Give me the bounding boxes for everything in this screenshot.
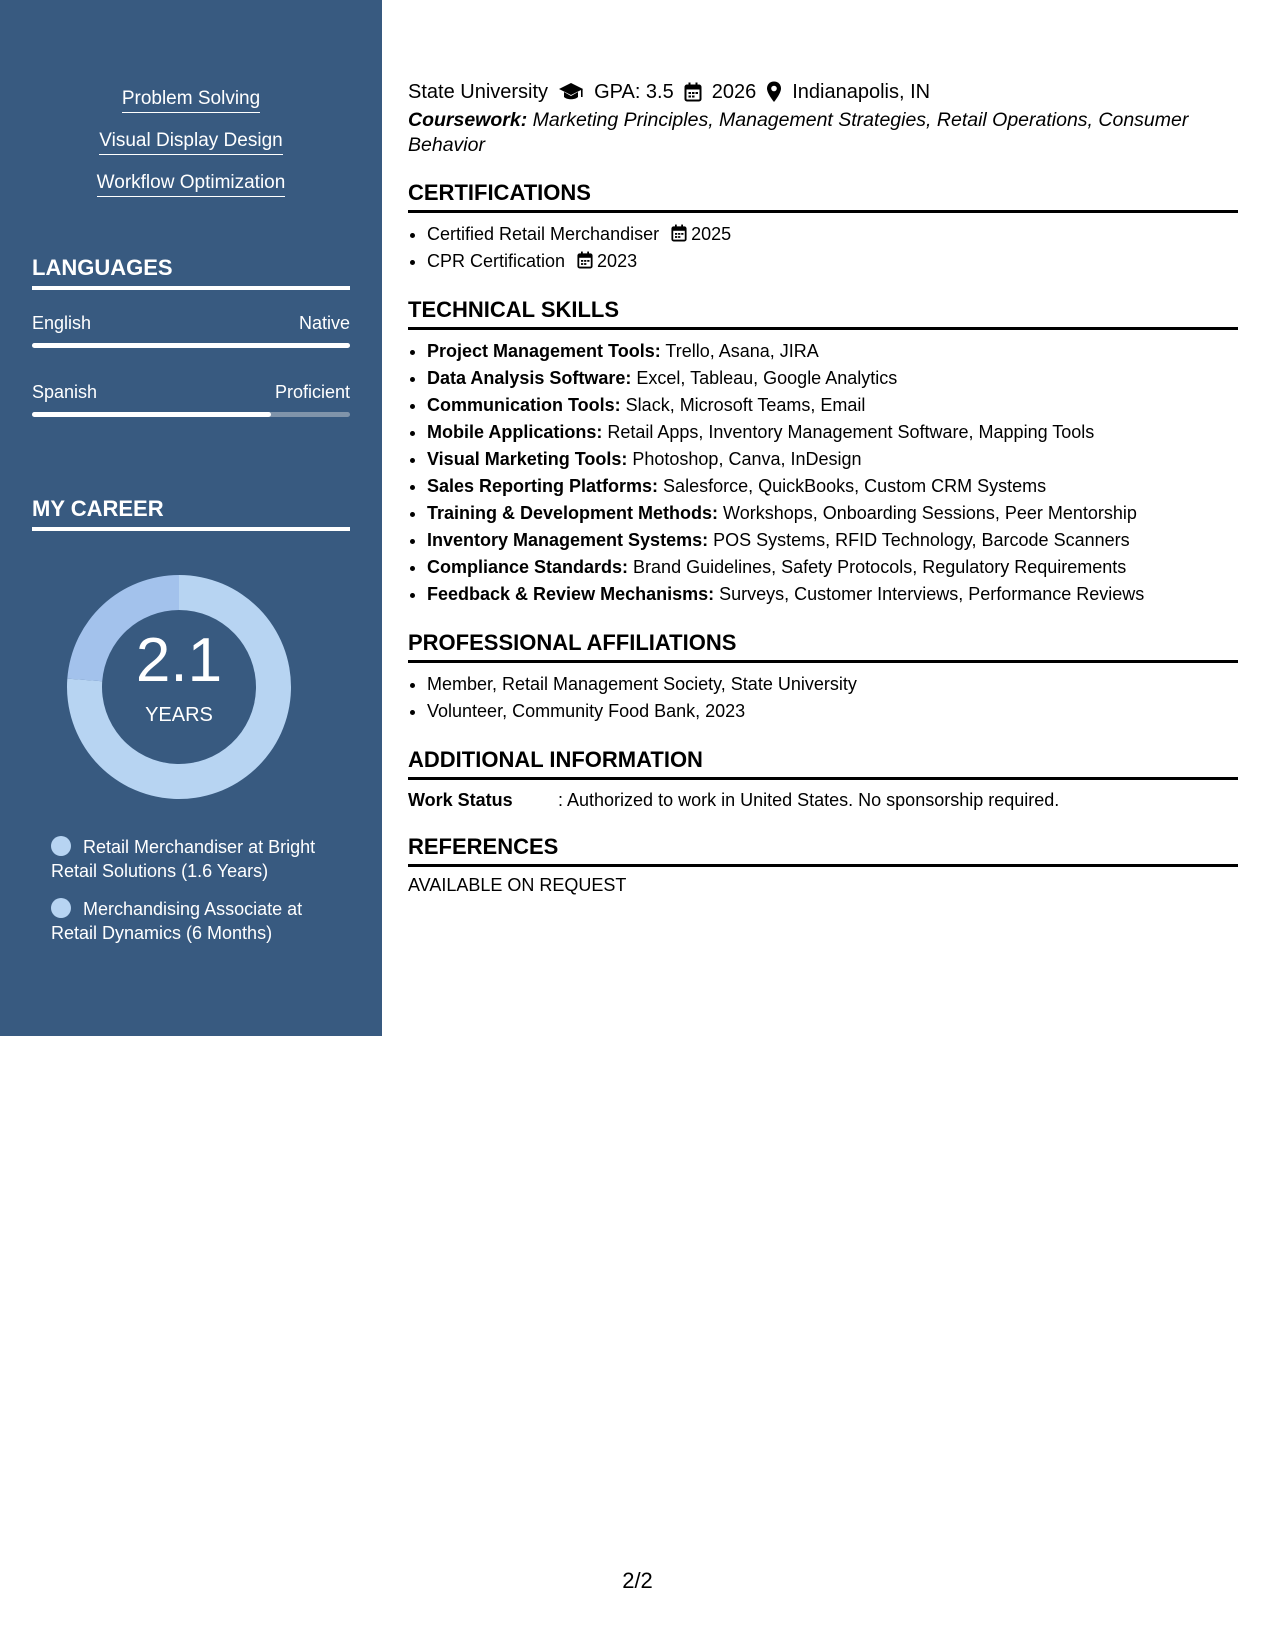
skill-category: Communication Tools: [427,395,621,415]
education-line [408,78,1238,106]
career-legend-item [51,835,351,883]
list-item [427,338,1238,365]
skill-values: Trello, Asana, JIRA [660,341,819,361]
technical-skills-heading: TECHNICAL SKILLS [408,297,1238,330]
list-item [427,392,1238,419]
legend-dot-icon [51,836,71,856]
language-bar-fill [32,412,271,417]
language-bar [32,412,350,417]
language-name: English [32,313,92,333]
career-legend-label: Retail Merchandiser at Bright Retail Solutions (1.6 Years) [51,837,316,881]
career-heading: MY CAREER [32,496,350,531]
skill-values: Photoshop, Canva, InDesign [627,449,862,469]
coursework-list: Marketing Principles, Management Strategies, Retail Operations, Consumer Behavior [408,109,1189,156]
language-name: Spanish [32,382,98,402]
list-item [427,446,1238,473]
affiliations-heading: PROFESSIONAL AFFILIATIONS [408,630,1238,663]
skill-category: Mobile Applications: [427,422,603,442]
certification-name: CPR Certification [427,251,566,271]
graduation-cap-icon [558,82,584,102]
language-level: Native [298,313,350,333]
skill-values: Brand Guidelines, Safety Protocols, Regulatory Requirements [628,557,1127,577]
skill-category: Compliance Standards: [427,557,629,577]
skill-category: Data Analysis Software: [427,368,632,388]
list-item [427,365,1238,392]
school-name: State University [408,80,549,103]
career-legend-label: Merchandising Associate at Retail Dynamics (6 Months) [51,899,303,943]
career-total: 2.1 [135,626,223,695]
legend-dot-icon [51,898,71,918]
list-item [427,554,1238,581]
certifications-list [408,221,1238,275]
career-donut-chart [63,571,295,803]
skill-values: Workshops, Onboarding Sessions, Peer Mentorship [718,503,1137,523]
coursework [408,108,1238,158]
language-bar-fill [32,343,350,348]
certification-year: 2023 [597,251,638,271]
coursework-label: Coursework: [408,109,528,131]
location-pin-icon [766,81,782,103]
list-item: • Volunteer, Community Food Bank, 2023 [427,698,1238,725]
skill-category: Inventory Management Systems: [427,530,709,550]
gpa: GPA: 3.5 [594,80,674,103]
skill-category: Training & Development Methods: [427,503,719,523]
work-status-row [408,788,1238,812]
skill-values: Surveys, Customer Interviews, Performance Reviews [714,584,1145,604]
location: Indianapolis, IN [792,80,931,103]
sidebar [0,0,382,1036]
skill-values: Salesforce, QuickBooks, Custom CRM Systems [658,476,1047,496]
references-heading: REFERENCES [408,834,1238,867]
language-row [32,382,350,403]
skill-category: Feedback & Review Mechanisms: [427,584,715,604]
list-item [427,221,1238,248]
graduation-year: 2026 [711,80,757,103]
career-unit: YEARS [145,704,213,726]
list-item [427,248,1238,275]
skill-category: Visual Marketing Tools: [427,449,628,469]
technical-skills-list [408,338,1238,608]
references-text: AVAILABLE ON REQUEST [408,875,627,895]
calendar-icon [577,251,593,269]
skill-category: Project Management Tools: [427,341,661,361]
career-legend-item [51,897,351,945]
list-item [427,527,1238,554]
language-bar [32,343,350,348]
skill-category: Sales Reporting Platforms: [427,476,659,496]
skill-item: Workflow Optimization [97,172,286,197]
affiliations-list [408,671,1238,725]
skill-item: Problem Solving [122,88,260,113]
skill-values: Retail Apps, Inventory Management Software, Mapping Tools [602,422,1095,442]
work-status-label: Work Status [408,790,513,810]
certifications-heading: CERTIFICATIONS [408,180,1238,213]
list-item [427,581,1238,608]
certification-year: 2025 [691,224,732,244]
list-item [427,473,1238,500]
calendar-icon [671,224,687,242]
skill-values: Slack, Microsoft Teams, Email [620,395,866,415]
page-number: 2/2 [622,1568,653,1593]
certification-name: Certified Retail Merchandiser [427,224,660,244]
list-item: • Member, Retail Management Society, State University [427,671,1238,698]
skill-values: Excel, Tableau, Google Analytics [631,368,898,388]
additional-info-heading: ADDITIONAL INFORMATION [408,747,1238,780]
skills-list [0,88,382,214]
language-row [32,313,350,334]
list-item [427,419,1238,446]
main-content [408,78,1238,896]
skill-item: Visual Display Design [99,130,282,155]
calendar-icon [684,82,702,102]
skill-values: POS Systems, RFID Technology, Barcode Scanners [708,530,1130,550]
list-item [427,500,1238,527]
language-level: Proficient [274,382,350,402]
work-status-value: : Authorized to work in United States. No sponsorship required. [558,790,1060,810]
languages-heading: LANGUAGES [32,255,350,290]
